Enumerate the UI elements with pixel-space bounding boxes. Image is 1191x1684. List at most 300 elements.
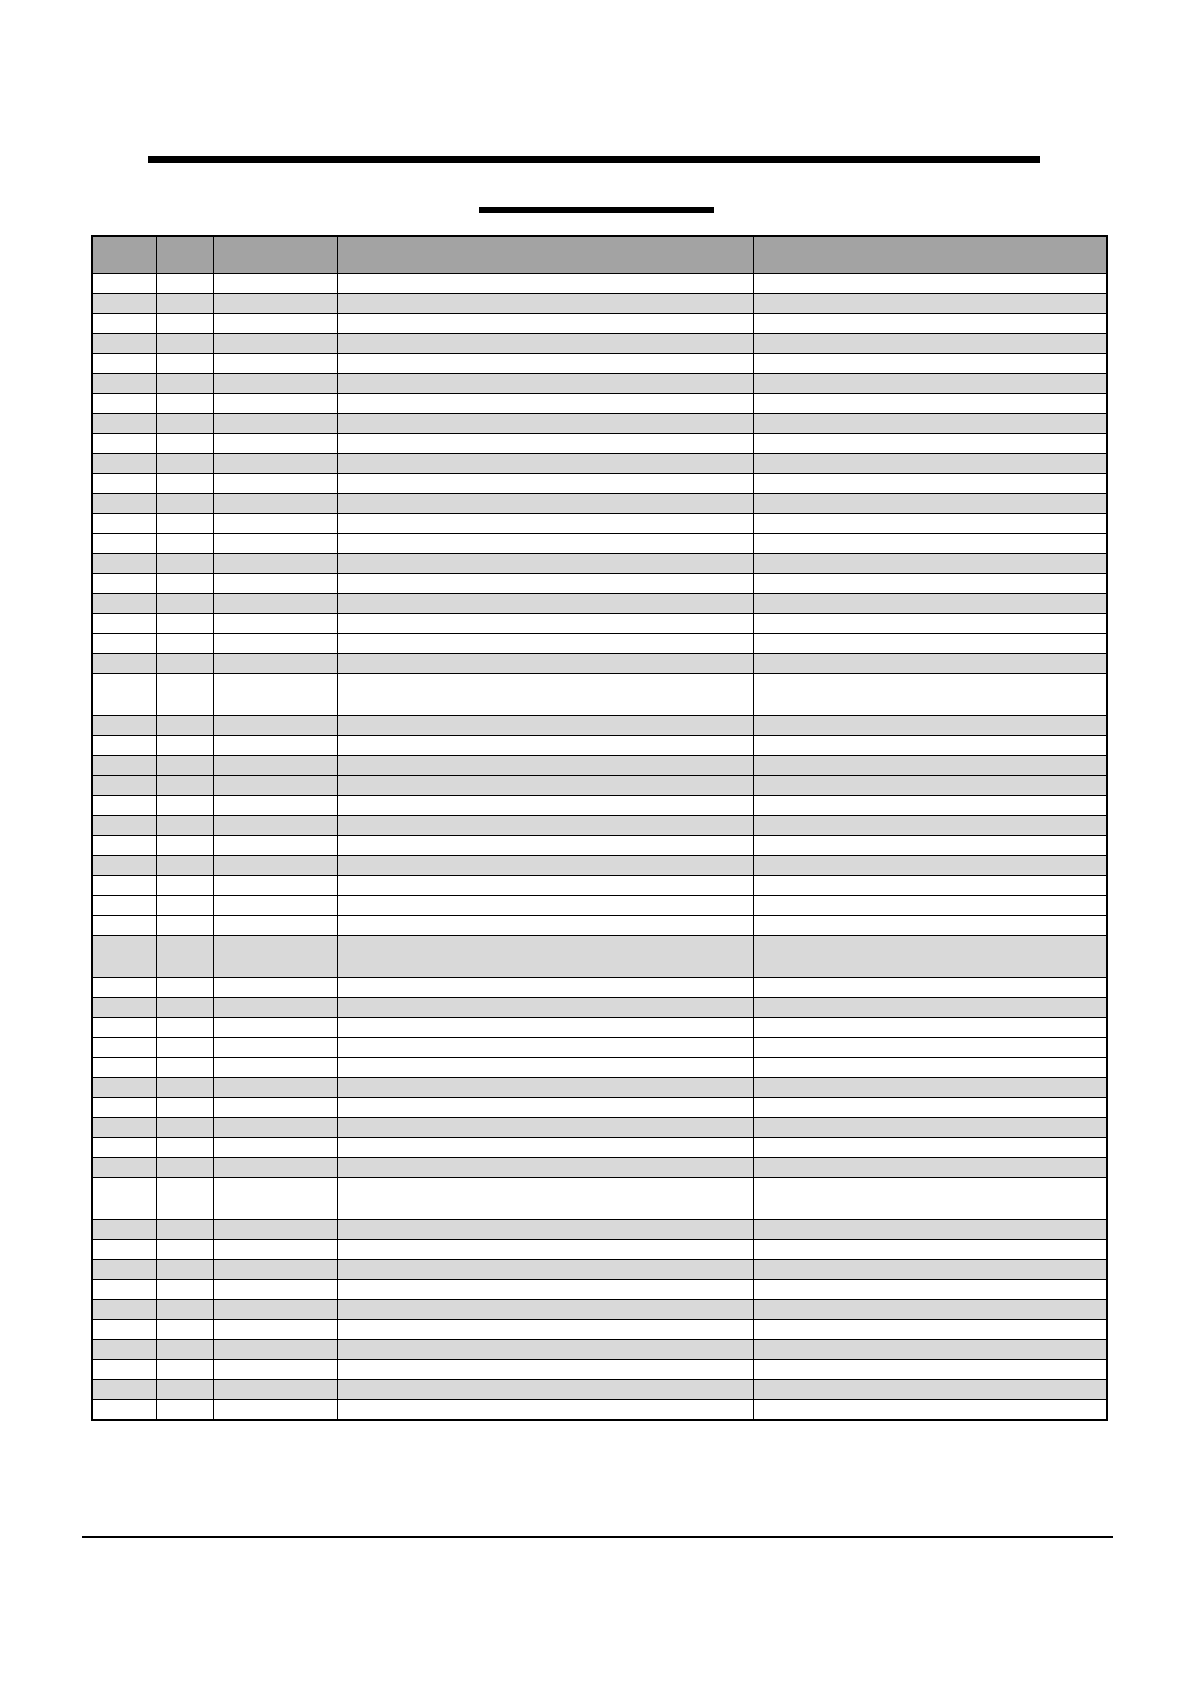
table-cell — [213, 394, 337, 414]
table-row — [92, 434, 1107, 454]
table-cell — [92, 796, 156, 816]
table-cell — [337, 1038, 753, 1058]
table-row — [92, 354, 1107, 374]
table-cell — [156, 896, 213, 916]
table-row — [92, 594, 1107, 614]
table-cell — [337, 1340, 753, 1360]
table-cell — [213, 1360, 337, 1380]
table-cell — [156, 274, 213, 294]
table-cell — [213, 816, 337, 836]
table-cell — [213, 776, 337, 796]
table-cell — [753, 1340, 1107, 1360]
table-cell — [753, 716, 1107, 736]
table-cell — [92, 896, 156, 916]
table-cell — [156, 1260, 213, 1280]
table-cell — [337, 634, 753, 654]
table-cell — [337, 594, 753, 614]
table-cell — [92, 1220, 156, 1240]
table-cell — [156, 1320, 213, 1340]
table-row — [92, 796, 1107, 816]
table-cell — [156, 1038, 213, 1058]
table-cell — [753, 776, 1107, 796]
table-row — [92, 1340, 1107, 1360]
table-cell — [213, 1400, 337, 1421]
table-cell — [213, 354, 337, 374]
table-cell — [92, 736, 156, 756]
table-cell — [337, 796, 753, 816]
table-cell — [753, 816, 1107, 836]
table-cell — [213, 1240, 337, 1260]
table-row — [92, 896, 1107, 916]
table-cell — [213, 836, 337, 856]
table-cell — [92, 474, 156, 494]
table-cell — [156, 454, 213, 474]
table-cell — [156, 1018, 213, 1038]
table-cell — [337, 454, 753, 474]
table-cell — [92, 876, 156, 896]
table-cell — [213, 334, 337, 354]
table-cell — [337, 978, 753, 998]
table-cell — [92, 414, 156, 434]
table-row — [92, 274, 1107, 294]
table-cell — [337, 836, 753, 856]
table-cell — [337, 876, 753, 896]
table-row — [92, 1178, 1107, 1220]
table-cell — [156, 394, 213, 414]
document-table — [91, 235, 1108, 1421]
table-row — [92, 1400, 1107, 1421]
table-cell — [753, 494, 1107, 514]
table-cell — [337, 716, 753, 736]
table-cell — [156, 474, 213, 494]
table-cell — [337, 394, 753, 414]
table-cell — [337, 1098, 753, 1118]
table-cell — [92, 514, 156, 534]
table-row — [92, 1158, 1107, 1178]
table-cell — [92, 1158, 156, 1178]
table-cell — [337, 294, 753, 314]
table-cell — [92, 1340, 156, 1360]
table-cell — [753, 594, 1107, 614]
table-cell — [156, 1118, 213, 1138]
table-cell — [337, 434, 753, 454]
table-cell — [753, 1098, 1107, 1118]
table-cell — [92, 716, 156, 736]
table-row — [92, 554, 1107, 574]
table-cell — [156, 1078, 213, 1098]
table-cell — [337, 1380, 753, 1400]
table-cell — [753, 1280, 1107, 1300]
table-cell — [753, 634, 1107, 654]
table-cell — [156, 314, 213, 334]
table-cell — [337, 736, 753, 756]
table-cell — [337, 1058, 753, 1078]
table-cell — [213, 634, 337, 654]
table-cell — [156, 494, 213, 514]
table-cell — [753, 1240, 1107, 1260]
table-cell — [92, 1400, 156, 1421]
table-row — [92, 374, 1107, 394]
table-cell — [92, 1240, 156, 1260]
table-cell — [156, 1400, 213, 1421]
table-cell — [337, 1260, 753, 1280]
table-cell — [213, 876, 337, 896]
table-cell — [337, 534, 753, 554]
table-cell — [92, 998, 156, 1018]
table-cell — [92, 1280, 156, 1300]
table-cell — [156, 334, 213, 354]
table-cell — [213, 1098, 337, 1118]
table-cell — [156, 1340, 213, 1360]
table-cell — [156, 1138, 213, 1158]
table-cell — [337, 554, 753, 574]
table-cell — [213, 1118, 337, 1138]
table-cell — [337, 1220, 753, 1240]
table-cell — [337, 1400, 753, 1421]
table-cell — [337, 314, 753, 334]
table-cell — [213, 314, 337, 334]
table-cell — [92, 634, 156, 654]
table-cell — [337, 674, 753, 716]
table-row — [92, 314, 1107, 334]
table-cell — [213, 998, 337, 1018]
table-cell — [92, 916, 156, 936]
table-cell — [337, 514, 753, 534]
table-cell — [337, 354, 753, 374]
table-cell — [92, 1300, 156, 1320]
table-row — [92, 776, 1107, 796]
table-cell — [337, 654, 753, 674]
table-cell — [156, 916, 213, 936]
table-cell — [753, 916, 1107, 936]
table-cell — [213, 274, 337, 294]
table-cell — [92, 936, 156, 978]
table-row — [92, 998, 1107, 1018]
table-header-row — [92, 236, 1107, 274]
table-row — [92, 334, 1107, 354]
table-cell — [92, 274, 156, 294]
table-cell — [337, 1240, 753, 1260]
table-cell — [213, 1178, 337, 1220]
table-cell — [92, 554, 156, 574]
table-cell — [92, 1380, 156, 1400]
table-cell — [156, 634, 213, 654]
table-cell — [753, 374, 1107, 394]
table-cell — [213, 1138, 337, 1158]
table-cell — [337, 916, 753, 936]
table-cell — [337, 614, 753, 634]
table-cell — [337, 1158, 753, 1178]
table-cell — [156, 998, 213, 1018]
table-cell — [753, 414, 1107, 434]
table-cell — [213, 294, 337, 314]
table-cell — [753, 1138, 1107, 1158]
table-cell — [156, 614, 213, 634]
table-cell — [337, 1360, 753, 1380]
table-cell — [213, 756, 337, 776]
table-cell — [92, 856, 156, 876]
table-cell — [156, 414, 213, 434]
table-cell — [337, 998, 753, 1018]
table-cell — [753, 1300, 1107, 1320]
table-row — [92, 756, 1107, 776]
table-cell — [213, 1220, 337, 1240]
table-row — [92, 1018, 1107, 1038]
table-row — [92, 716, 1107, 736]
table-row — [92, 816, 1107, 836]
title-rule — [148, 156, 1040, 163]
table-cell — [753, 654, 1107, 674]
table-cell — [753, 614, 1107, 634]
table-cell — [753, 554, 1107, 574]
table-cell — [337, 756, 753, 776]
table-cell — [337, 856, 753, 876]
table-row — [92, 1078, 1107, 1098]
column-header — [213, 236, 337, 274]
table-cell — [92, 534, 156, 554]
table-cell — [337, 816, 753, 836]
table-cell — [337, 936, 753, 978]
table-row — [92, 1220, 1107, 1240]
table-cell — [213, 474, 337, 494]
table-cell — [213, 374, 337, 394]
table-cell — [753, 1078, 1107, 1098]
table-cell — [213, 614, 337, 634]
table-cell — [213, 1300, 337, 1320]
table-row — [92, 414, 1107, 434]
table-cell — [213, 916, 337, 936]
table-cell — [337, 274, 753, 294]
table-cell — [753, 1018, 1107, 1038]
table-cell — [92, 756, 156, 776]
table-cell — [156, 776, 213, 796]
table-cell — [156, 1220, 213, 1240]
table-cell — [92, 314, 156, 334]
table-cell — [753, 454, 1107, 474]
table-cell — [156, 554, 213, 574]
table-cell — [337, 494, 753, 514]
table-row — [92, 1320, 1107, 1340]
table-cell — [753, 936, 1107, 978]
table-cell — [156, 1178, 213, 1220]
table-row — [92, 534, 1107, 554]
table-cell — [753, 1320, 1107, 1340]
table-cell — [753, 274, 1107, 294]
table-row — [92, 1118, 1107, 1138]
table-cell — [92, 1260, 156, 1280]
column-header — [337, 236, 753, 274]
table-cell — [92, 1360, 156, 1380]
table-cell — [92, 1118, 156, 1138]
table-cell — [337, 896, 753, 916]
table-cell — [92, 1078, 156, 1098]
subtitle-rule — [479, 207, 714, 213]
table-cell — [753, 1360, 1107, 1380]
table-cell — [337, 374, 753, 394]
table-cell — [213, 434, 337, 454]
table-cell — [156, 1240, 213, 1260]
table-cell — [92, 574, 156, 594]
table-cell — [213, 654, 337, 674]
table-cell — [213, 856, 337, 876]
table-row — [92, 856, 1107, 876]
table-cell — [156, 1360, 213, 1380]
footer-rule — [82, 1536, 1113, 1538]
table-cell — [92, 1138, 156, 1158]
table-cell — [337, 574, 753, 594]
table-cell — [156, 1098, 213, 1118]
table-cell — [337, 414, 753, 434]
table-cell — [337, 1018, 753, 1038]
table-cell — [753, 1158, 1107, 1178]
table-row — [92, 634, 1107, 654]
table-cell — [753, 334, 1107, 354]
table-cell — [156, 1380, 213, 1400]
table-cell — [156, 756, 213, 776]
table-cell — [156, 534, 213, 554]
table-cell — [92, 836, 156, 856]
table-row — [92, 1260, 1107, 1280]
table-cell — [92, 1058, 156, 1078]
table-cell — [213, 1158, 337, 1178]
table-cell — [92, 674, 156, 716]
table-row — [92, 736, 1107, 756]
table-cell — [156, 1300, 213, 1320]
table-cell — [213, 1340, 337, 1360]
table-cell — [156, 1158, 213, 1178]
table-cell — [753, 1220, 1107, 1240]
table-cell — [753, 856, 1107, 876]
table-cell — [156, 736, 213, 756]
table-row — [92, 674, 1107, 716]
table-row — [92, 614, 1107, 634]
table-cell — [753, 1260, 1107, 1280]
table-cell — [753, 394, 1107, 414]
table-cell — [337, 334, 753, 354]
table-cell — [156, 836, 213, 856]
table-cell — [753, 756, 1107, 776]
table-cell — [92, 354, 156, 374]
table-cell — [213, 1320, 337, 1340]
table-cell — [156, 716, 213, 736]
table-cell — [753, 1400, 1107, 1421]
table-row — [92, 574, 1107, 594]
table-cell — [92, 614, 156, 634]
table-row — [92, 876, 1107, 896]
table-cell — [337, 776, 753, 796]
table-cell — [337, 474, 753, 494]
table-cell — [156, 674, 213, 716]
table-cell — [753, 836, 1107, 856]
table-cell — [337, 1118, 753, 1138]
table-cell — [753, 736, 1107, 756]
table-cell — [92, 1098, 156, 1118]
table-cell — [156, 978, 213, 998]
table-cell — [92, 594, 156, 614]
table-cell — [337, 1300, 753, 1320]
table-cell — [213, 1018, 337, 1038]
table-body — [92, 274, 1107, 1421]
table-cell — [753, 1038, 1107, 1058]
column-header — [753, 236, 1107, 274]
table-cell — [156, 594, 213, 614]
table-row — [92, 494, 1107, 514]
table-cell — [92, 454, 156, 474]
table-row — [92, 454, 1107, 474]
column-header — [92, 236, 156, 274]
table-cell — [753, 474, 1107, 494]
table-cell — [92, 1320, 156, 1340]
table-row — [92, 1300, 1107, 1320]
table-cell — [156, 1058, 213, 1078]
table-cell — [753, 514, 1107, 534]
table-cell — [753, 314, 1107, 334]
table-cell — [213, 514, 337, 534]
table-cell — [753, 294, 1107, 314]
table-cell — [156, 374, 213, 394]
table-cell — [753, 674, 1107, 716]
table-cell — [92, 816, 156, 836]
table-cell — [92, 978, 156, 998]
table-row — [92, 1280, 1107, 1300]
table-row — [92, 1360, 1107, 1380]
table-row — [92, 936, 1107, 978]
table-cell — [213, 936, 337, 978]
table-cell — [156, 434, 213, 454]
table-row — [92, 294, 1107, 314]
table-row — [92, 514, 1107, 534]
table-cell — [156, 654, 213, 674]
table-row — [92, 474, 1107, 494]
table-cell — [156, 514, 213, 534]
table-cell — [213, 978, 337, 998]
table-cell — [92, 1038, 156, 1058]
table-cell — [753, 574, 1107, 594]
table-cell — [213, 796, 337, 816]
table-cell — [92, 776, 156, 796]
table-cell — [213, 594, 337, 614]
table-cell — [213, 674, 337, 716]
table-cell — [213, 494, 337, 514]
table-cell — [213, 1260, 337, 1280]
table-cell — [92, 374, 156, 394]
table-cell — [156, 796, 213, 816]
table-cell — [213, 554, 337, 574]
table-row — [92, 1240, 1107, 1260]
table-cell — [213, 736, 337, 756]
table-cell — [213, 1280, 337, 1300]
table-cell — [753, 434, 1107, 454]
table-cell — [213, 1380, 337, 1400]
table-cell — [213, 896, 337, 916]
table-cell — [156, 354, 213, 374]
table-cell — [753, 534, 1107, 554]
table-row — [92, 978, 1107, 998]
table-cell — [753, 876, 1107, 896]
table-cell — [213, 1078, 337, 1098]
table-cell — [753, 796, 1107, 816]
table-cell — [337, 1280, 753, 1300]
table-cell — [753, 354, 1107, 374]
table-cell — [753, 1118, 1107, 1138]
table-cell — [92, 1178, 156, 1220]
table-cell — [213, 1038, 337, 1058]
table-cell — [92, 294, 156, 314]
table-cell — [92, 654, 156, 674]
table-cell — [213, 716, 337, 736]
table-cell — [92, 434, 156, 454]
table-cell — [92, 1018, 156, 1038]
